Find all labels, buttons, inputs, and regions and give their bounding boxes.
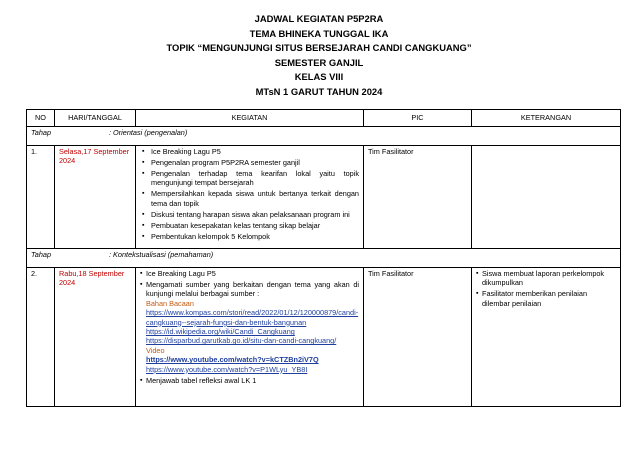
row-activities: [136, 268, 364, 407]
video-link[interactable]: https://www.youtube.com/watch?v=kCTZBn2iV7Q: [146, 355, 319, 365]
header-date: HARI/TANGGAL: [55, 110, 136, 127]
row-notes: [472, 146, 621, 249]
activity-item: ▪ Pembuatan kesepakatan kelas tentang sikap belajar: [140, 221, 359, 230]
activity-item: ▪ Menjawab tabel refleksi awal LK 1: [140, 376, 359, 385]
header-notes: KETERANGAN: [472, 110, 621, 127]
video-label: Video: [146, 345, 165, 355]
row-notes: [472, 268, 621, 407]
activity-item: ▪ Mempersilahkan kepada siswa untuk bertanya terkait dengan tema dan topik: [140, 189, 359, 208]
stage-value: : Kontekstualisasi (pemahaman): [109, 250, 214, 259]
activity-text: ▪ Mengamati sumber yang berkaitan dengan tema yang akan di kunjungi melalui berbagai sumber :: [146, 280, 359, 299]
heading-line: MTsN 1 GARUT TAHUN 2024: [255, 85, 383, 97]
table-row: [27, 268, 621, 407]
activity-item: ▪ Pembentukan kelompok 5 Kelompok: [140, 232, 359, 241]
header-no: NO: [27, 110, 55, 127]
reading-label: Bahan Bacaan: [146, 298, 194, 308]
note-item: ▪ Siswa membuat laporan perkelompok dikumpulkan: [476, 269, 616, 288]
document-heading: [0, 12, 638, 100]
activity-item: ▪ Ice Breaking Lagu P5: [140, 269, 359, 278]
row-number: 2.: [27, 268, 55, 407]
stage-row-contextualization: [27, 249, 621, 268]
heading-line: TOPIK “MENGUNJUNGI SITUS BERSEJARAH CANDI CANGKUANG”: [166, 42, 472, 54]
row-pic: Tim Fasilitator: [364, 146, 472, 249]
video-link[interactable]: https://www.youtube.com/watch?v=P1WLyu_YB8I: [146, 364, 308, 374]
header-pic: PIC: [364, 110, 472, 127]
table-row: [27, 146, 621, 249]
schedule-table: [26, 109, 621, 407]
row-activities: [136, 146, 364, 249]
row-date: Rabu,18 September 2024: [55, 268, 136, 407]
stage-row-orientation: [27, 127, 621, 146]
heading-line: TEMA BHINEKA TUNGGAL IKA: [249, 27, 389, 39]
stage-label: Tahap: [31, 128, 52, 137]
table-header-row: [27, 110, 621, 127]
row-number: 1.: [27, 146, 55, 249]
heading-line: SEMESTER GANJIL: [274, 56, 364, 68]
activity-item: ▪ Ice Breaking Lagu P5: [140, 147, 359, 156]
activity-item: ▪ Pengenalan terhadap tema kearifan lokal yaitu topik mengunjungi tempat bersejarah: [140, 169, 359, 188]
stage-label: Tahap: [31, 250, 52, 259]
note-item: ▪ Fasilitator memberikan penilaian dilembar penilaian: [476, 289, 616, 308]
heading-line: KELAS VIII: [294, 71, 344, 83]
reading-link[interactable]: https://disparbud.garutkab.go.id/situ-dan-candi-cangkuang/: [146, 336, 337, 346]
stage-value: : Orientasi (pengenalan): [109, 128, 188, 137]
heading-line: JADWAL KEGIATAN P5P2RA: [254, 13, 384, 24]
reading-link[interactable]: https://www.kompas.com/stori/read/2022/01/12/120000879/candi-cangkuang--sejarah-fungsi-dan-bentuk-bangunan: [146, 308, 359, 327]
reading-link[interactable]: https://id.wikipedia.org/wiki/Candi_Cangkuang: [146, 327, 295, 337]
row-date: Selasa,17 September 2024: [55, 146, 136, 249]
activity-item: ▪ Diskusi tentang harapan siswa akan pelaksanaan program ini: [140, 210, 359, 219]
row-pic: Tim Fasilitator: [364, 268, 472, 407]
activity-item: [140, 280, 359, 374]
activity-item: ▪ Pengenalan program P5P2RA semester ganjil: [140, 158, 359, 167]
header-activity: KEGIATAN: [136, 110, 364, 127]
